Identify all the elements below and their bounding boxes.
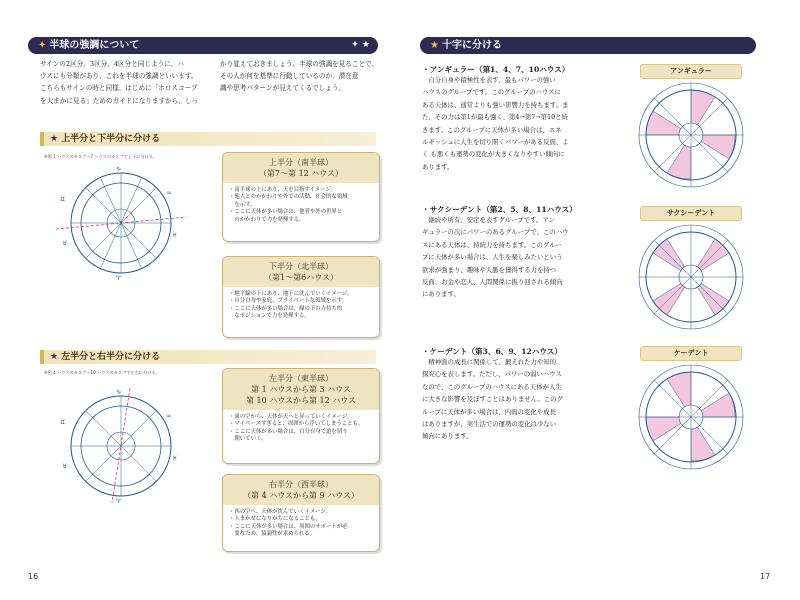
box-title: 右半分（西半球） xyxy=(269,480,333,489)
svg-text:♑: ♑ xyxy=(116,166,122,173)
box-line: ・マイペースすぎると、周囲から浮いてしまうことも。 xyxy=(229,421,364,428)
svg-text:♉: ♉ xyxy=(62,463,68,470)
body-line: 自分自身や積極性を表す、最もパワーの強い xyxy=(422,76,556,84)
svg-text:♑: ♑ xyxy=(116,389,122,396)
figure-note: ※図 4 ハウスのカスプ〜10 ハウスのカスプで左右に分ける。 xyxy=(44,370,160,375)
body-line: ハウスのグループです。このグループのハウスに xyxy=(422,88,561,97)
section-title: 上半分と下半分に分ける xyxy=(61,134,161,144)
horoscope-wheel-icon xyxy=(636,80,746,190)
body-line: に大きな影響を及ぼすことはありません。このグ xyxy=(422,395,563,404)
left-intro xyxy=(40,58,210,107)
body-line: 欲求が強まり、趣味や人脈を獲得する力を持つ xyxy=(422,265,557,274)
box-line: ・西の空へ、天体が沈んでいくイメージ。 xyxy=(229,509,331,515)
body-line: 精神面の成長に関係して、鍛えれた力や知的 xyxy=(422,358,557,366)
box-line: 開いていく。 xyxy=(229,436,267,443)
body-line: ルギッシュに人生を切り開くパワーがある反面、よ xyxy=(422,138,569,147)
right-section-banner xyxy=(420,37,756,54)
body-line: 傾向にあります。 xyxy=(422,432,473,441)
box-line: のかかわりで力を発揮する。 xyxy=(229,216,305,223)
box-line: 要なため、協調性が求められる。 xyxy=(229,531,316,538)
box-line: ・ここに天体が多い場合は、自分自身で道を切り xyxy=(229,428,348,435)
box-subtitle: （第7〜第 12 ハウス） xyxy=(258,169,344,178)
body-line: はありますが、実生活での運勢の変化は少ない xyxy=(422,420,557,429)
box-line: なポジションで力を発揮する。 xyxy=(229,313,310,320)
box-subtitle: （第 4 ハウスから第 9 ハウス） xyxy=(243,491,359,500)
body-line: きます。このグループに天体が多い場合は、エネ xyxy=(422,125,562,134)
left-banner-title: 半球の強調について xyxy=(49,40,140,51)
left-section-banner xyxy=(28,37,378,54)
svg-text:♓: ♓ xyxy=(172,232,178,239)
svg-text:♈: ♈ xyxy=(116,498,122,503)
sparkle-icon: ✦ ★ xyxy=(351,40,370,50)
box-line: ・他人とのかかわりや外での活動、社会的な領域 xyxy=(229,194,348,201)
svg-text:♈: ♈ xyxy=(116,275,122,280)
box-title: 上半分（南半球） xyxy=(269,158,333,167)
page-number: 17 xyxy=(760,572,771,581)
body-line: 反面、お金や恋人、人間関係に振り回される傾向 xyxy=(422,278,563,287)
box-title: 下半分（北半球） xyxy=(269,262,333,271)
body-line: ループに天体が多い場合は、内面の変化や成長 xyxy=(422,407,556,416)
box-subtitle: （第1〜第6ハウス） xyxy=(264,273,338,282)
star-icon: ★ xyxy=(50,352,59,362)
box-line: ・人まかせになりがちになることも。 xyxy=(229,516,321,523)
box-subtitle: 第 10 ハウスから第 12 ハウス xyxy=(245,396,357,405)
intro-line: かり覚えておきましょう。半球の強調を見ることで、 xyxy=(220,60,379,68)
box-line: ・南半球の上にあり、天を目指すイメージ。 xyxy=(229,187,336,193)
succedent-body xyxy=(422,214,602,301)
page-number: 16 xyxy=(28,572,39,581)
intro-line: こちらもサインの時と同様、はじめに「ホロスコープ xyxy=(40,84,198,93)
angular-tag: アンギュラー xyxy=(640,64,742,79)
lower-hemisphere-box xyxy=(222,256,380,338)
body-line: 継続や所有、安定を表すグループです。アン xyxy=(422,216,555,224)
right-banner-title: 十字に分ける xyxy=(441,40,502,51)
upper-hemisphere-box xyxy=(222,152,380,242)
svg-text:♒: ♒ xyxy=(166,190,172,197)
horoscope-wheel-icon xyxy=(636,362,746,472)
intro-line: を大まかに見る」ためのガイドになりますから、しっ xyxy=(40,96,199,105)
body-line: た、その力は第1が最も強く、第4→第7→第10と続 xyxy=(422,113,568,122)
body-line: 探究心を表します。ただし、パワーの弱いハウス xyxy=(422,370,562,379)
star-icon: ★ xyxy=(430,40,439,51)
svg-text:♒: ♒ xyxy=(166,413,172,420)
succedent-tag: サクシーデント xyxy=(640,206,742,221)
section-left-right xyxy=(40,350,376,364)
svg-text:♊: ♊ xyxy=(60,196,66,203)
box-line: ・東の空から、天体が天へと昇っていくイメージ。 xyxy=(229,414,353,420)
box-line: ・ここに天体が多い場合は、他者や外の世界と xyxy=(229,209,343,216)
box-line: ・ここに天体が多い場合は、縁の下の力持ち的 xyxy=(229,305,343,312)
body-line: なので、このグループのハウスにある天体が人生 xyxy=(422,382,562,391)
section-upper-lower xyxy=(40,132,376,146)
section-title: 左半分と右半分に分ける xyxy=(61,352,161,362)
east-hemisphere-box xyxy=(222,368,380,464)
intro-line: 識や思考パターンが見えてくるでしょう。 xyxy=(220,84,346,93)
west-hemisphere-box xyxy=(222,474,380,552)
cadent-heading: ・ケーデント（第3、6、9、12ハウス） xyxy=(422,347,562,356)
box-title: 左半分（東半球） xyxy=(269,374,333,383)
body-line: スにある天体は、持続力を持ちます。このグルー xyxy=(422,240,562,249)
star-icon: ✦ xyxy=(38,40,47,51)
svg-text:♊: ♊ xyxy=(60,419,66,426)
cadent-tag: ケーデント xyxy=(640,346,742,361)
horoscope-wheel-icon xyxy=(56,388,186,503)
cadent-body xyxy=(422,356,602,443)
svg-text:♉: ♉ xyxy=(62,240,68,247)
box-line: を示す。 xyxy=(229,201,256,208)
intro-line: その人が何を基準に行動しているのか、潜在意 xyxy=(220,72,359,81)
box-line: ・地平線の下にあり、地下に沈んでいくイメージ。 xyxy=(229,291,353,297)
horoscope-wheel-icon xyxy=(636,222,746,332)
figure-note: ※図 1 ハウスのカスプ〜7 ハウスのカスプで上下に分ける。 xyxy=(44,154,158,159)
svg-text:♓: ♓ xyxy=(172,455,178,462)
box-subtitle: 第 1 ハウスから第 3 ハウス xyxy=(251,385,351,394)
angular-heading: ・アンギュラー（第1、4、7、10ハウス） xyxy=(422,65,570,74)
body-line: ギュラーの次にパワーのあるグループで、このハウ xyxy=(422,228,569,237)
box-line: ・自分自身や家庭、プライベートな領域を示す。 xyxy=(229,298,348,305)
intro-line: サインの2区分、3区分、4区分と同じように、ハ xyxy=(40,60,184,68)
left-intro-right xyxy=(220,58,380,95)
box-line: ・ここに天体が多い場合は、周囲のサポートが必 xyxy=(229,523,348,530)
body-line: ある天体は、通常よりも強い影響力を持ちます。ま xyxy=(422,100,569,109)
horoscope-wheel-icon xyxy=(56,165,186,280)
body-line: プに天体が多い場合は、人生を楽しみたいという xyxy=(422,253,563,262)
body-line: く も悪くも運勢の変化が大きくなりやすい傾向に xyxy=(422,150,565,159)
body-line: あります。 xyxy=(422,162,454,171)
body-line: にあります。 xyxy=(422,290,460,299)
intro-line: ウスにも分類があり、これを半球の強調といいます。 xyxy=(40,72,198,81)
angular-body xyxy=(422,74,602,173)
star-icon: ★ xyxy=(50,134,59,144)
succedent-heading: ・サクシーデント（第2、5、8、11ハウス） xyxy=(422,205,577,214)
